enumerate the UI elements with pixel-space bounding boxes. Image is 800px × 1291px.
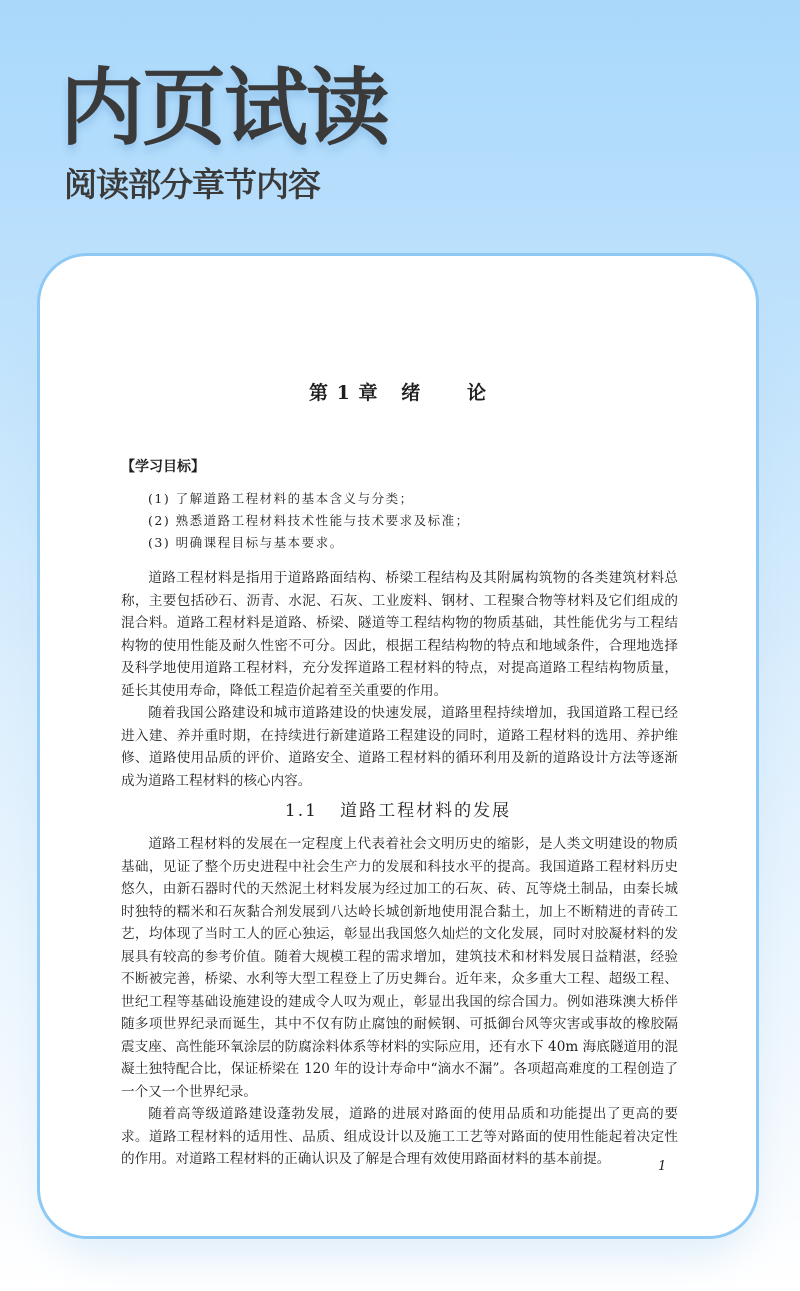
objectives-heading: 【学习目标】 — [121, 459, 205, 475]
chapter-title: 第 1 章 绪 论 — [309, 382, 487, 404]
page-title: 内页试读 — [60, 59, 389, 157]
objectives-list — [148, 488, 470, 554]
section-text — [121, 833, 678, 1171]
objective-item: (2) 熟悉道路工程材料技术性能与技术要求及标准； — [148, 513, 470, 528]
intro-text — [121, 567, 678, 792]
page-number: 1 — [658, 1159, 667, 1174]
paragraph: 随着我国公路建设和城市道路建设的快速发展，道路里程持续增加，我国道路工程已经进入建、养并重时期，在持续进行新建道路工程建设的同时，道路工程材料的选用、养护维修、道路使用品质的评价、道路安全、道路工程材料的循环利用及新的道路设计方法等逐渐成为道路工程材料的核心内容。 — [121, 705, 678, 789]
paragraph: 道路工程材料是指用于道路路面结构、桥梁工程结构及其附属构筑物的各类建筑材料总称，主要包括砂石、沥青、水泥、石灰、工业废料、钢材、工程聚合物等材料及它们组成的混合料。道路工程材料是道路、桥梁、隧道等工程结构物的物质基础，其性能优劣与工程结构物的使用性能及耐久性密不可分。因此，根据工程结构物的特点和地域条件，合理地选择及科学地使用道路工程材料，充分发挥道路工程材料的特点，对提高道路工程结构物质量，延长其使用寿命，降低工程造价起着至关重要的作用。 — [121, 570, 678, 699]
objective-item: (1) 了解道路工程材料的基本含义与分类； — [148, 491, 414, 506]
paragraph: 道路工程材料的发展在一定程度上代表着社会文明历史的缩影，是人类文明建设的物质基础，见证了整个历史进程中社会生产力的发展和科技水平的提高。我国道路工程材料历史悠久，由新石器时代的天然泥土材料发展为经过加工的石灰、砖、瓦等烧土制品，由秦长城时独特的糯米和石灰黏合剂发展到八达岭长城创新地使用混合黏土，加上不断精进的青砖工艺，均体现了当时工人的匠心独运，彰显出我国悠久灿烂的文化发展，同时对胶凝材料的发展具有较高的参考价值。随着大规模工程的需求增加，建筑技术和材料发展日益精湛，经验不断被完善，桥梁、水利等大型工程登上了历史舞台。近年来，众多重大工程、超级工程、世纪工程等基础设施建设的建成令人叹为观止，彰显出我国的综合国力。例如港珠澳大桥伴随多项世界纪录而诞生，其中不仅有防止腐蚀的耐候钢、可抵御台风等灾害或事故的橡胶隔震支座、高性能环氧涂层的防腐涂料体系等材料的实际应用，还有水下 40m 海底隧道用的混凝土独特配合比，保证桥梁在 120 年的设计寿命中“滴水不漏”。各项超高难度的工程创造了一个又一个世界纪录。 — [121, 836, 678, 1100]
page-subtitle: 阅读部分章节内容 — [64, 165, 320, 204]
paragraph: 随着高等级道路建设蓬勃发展，道路的进展对路面的使用品质和功能提出了更高的要求。道路工程材料的适用性、品质、组成设计以及施工工艺等对路面的使用性能起着决定性的作用。对道路工程材料的正确认识及了解是合理有效使用路面材料的基本前提。 — [121, 1106, 678, 1167]
book-page — [40, 256, 756, 1236]
book-page-card — [37, 253, 759, 1239]
section-title: 1.1 道路工程材料的发展 — [284, 801, 512, 821]
objective-item: (3) 明确课程目标与基本要求。 — [148, 535, 344, 550]
